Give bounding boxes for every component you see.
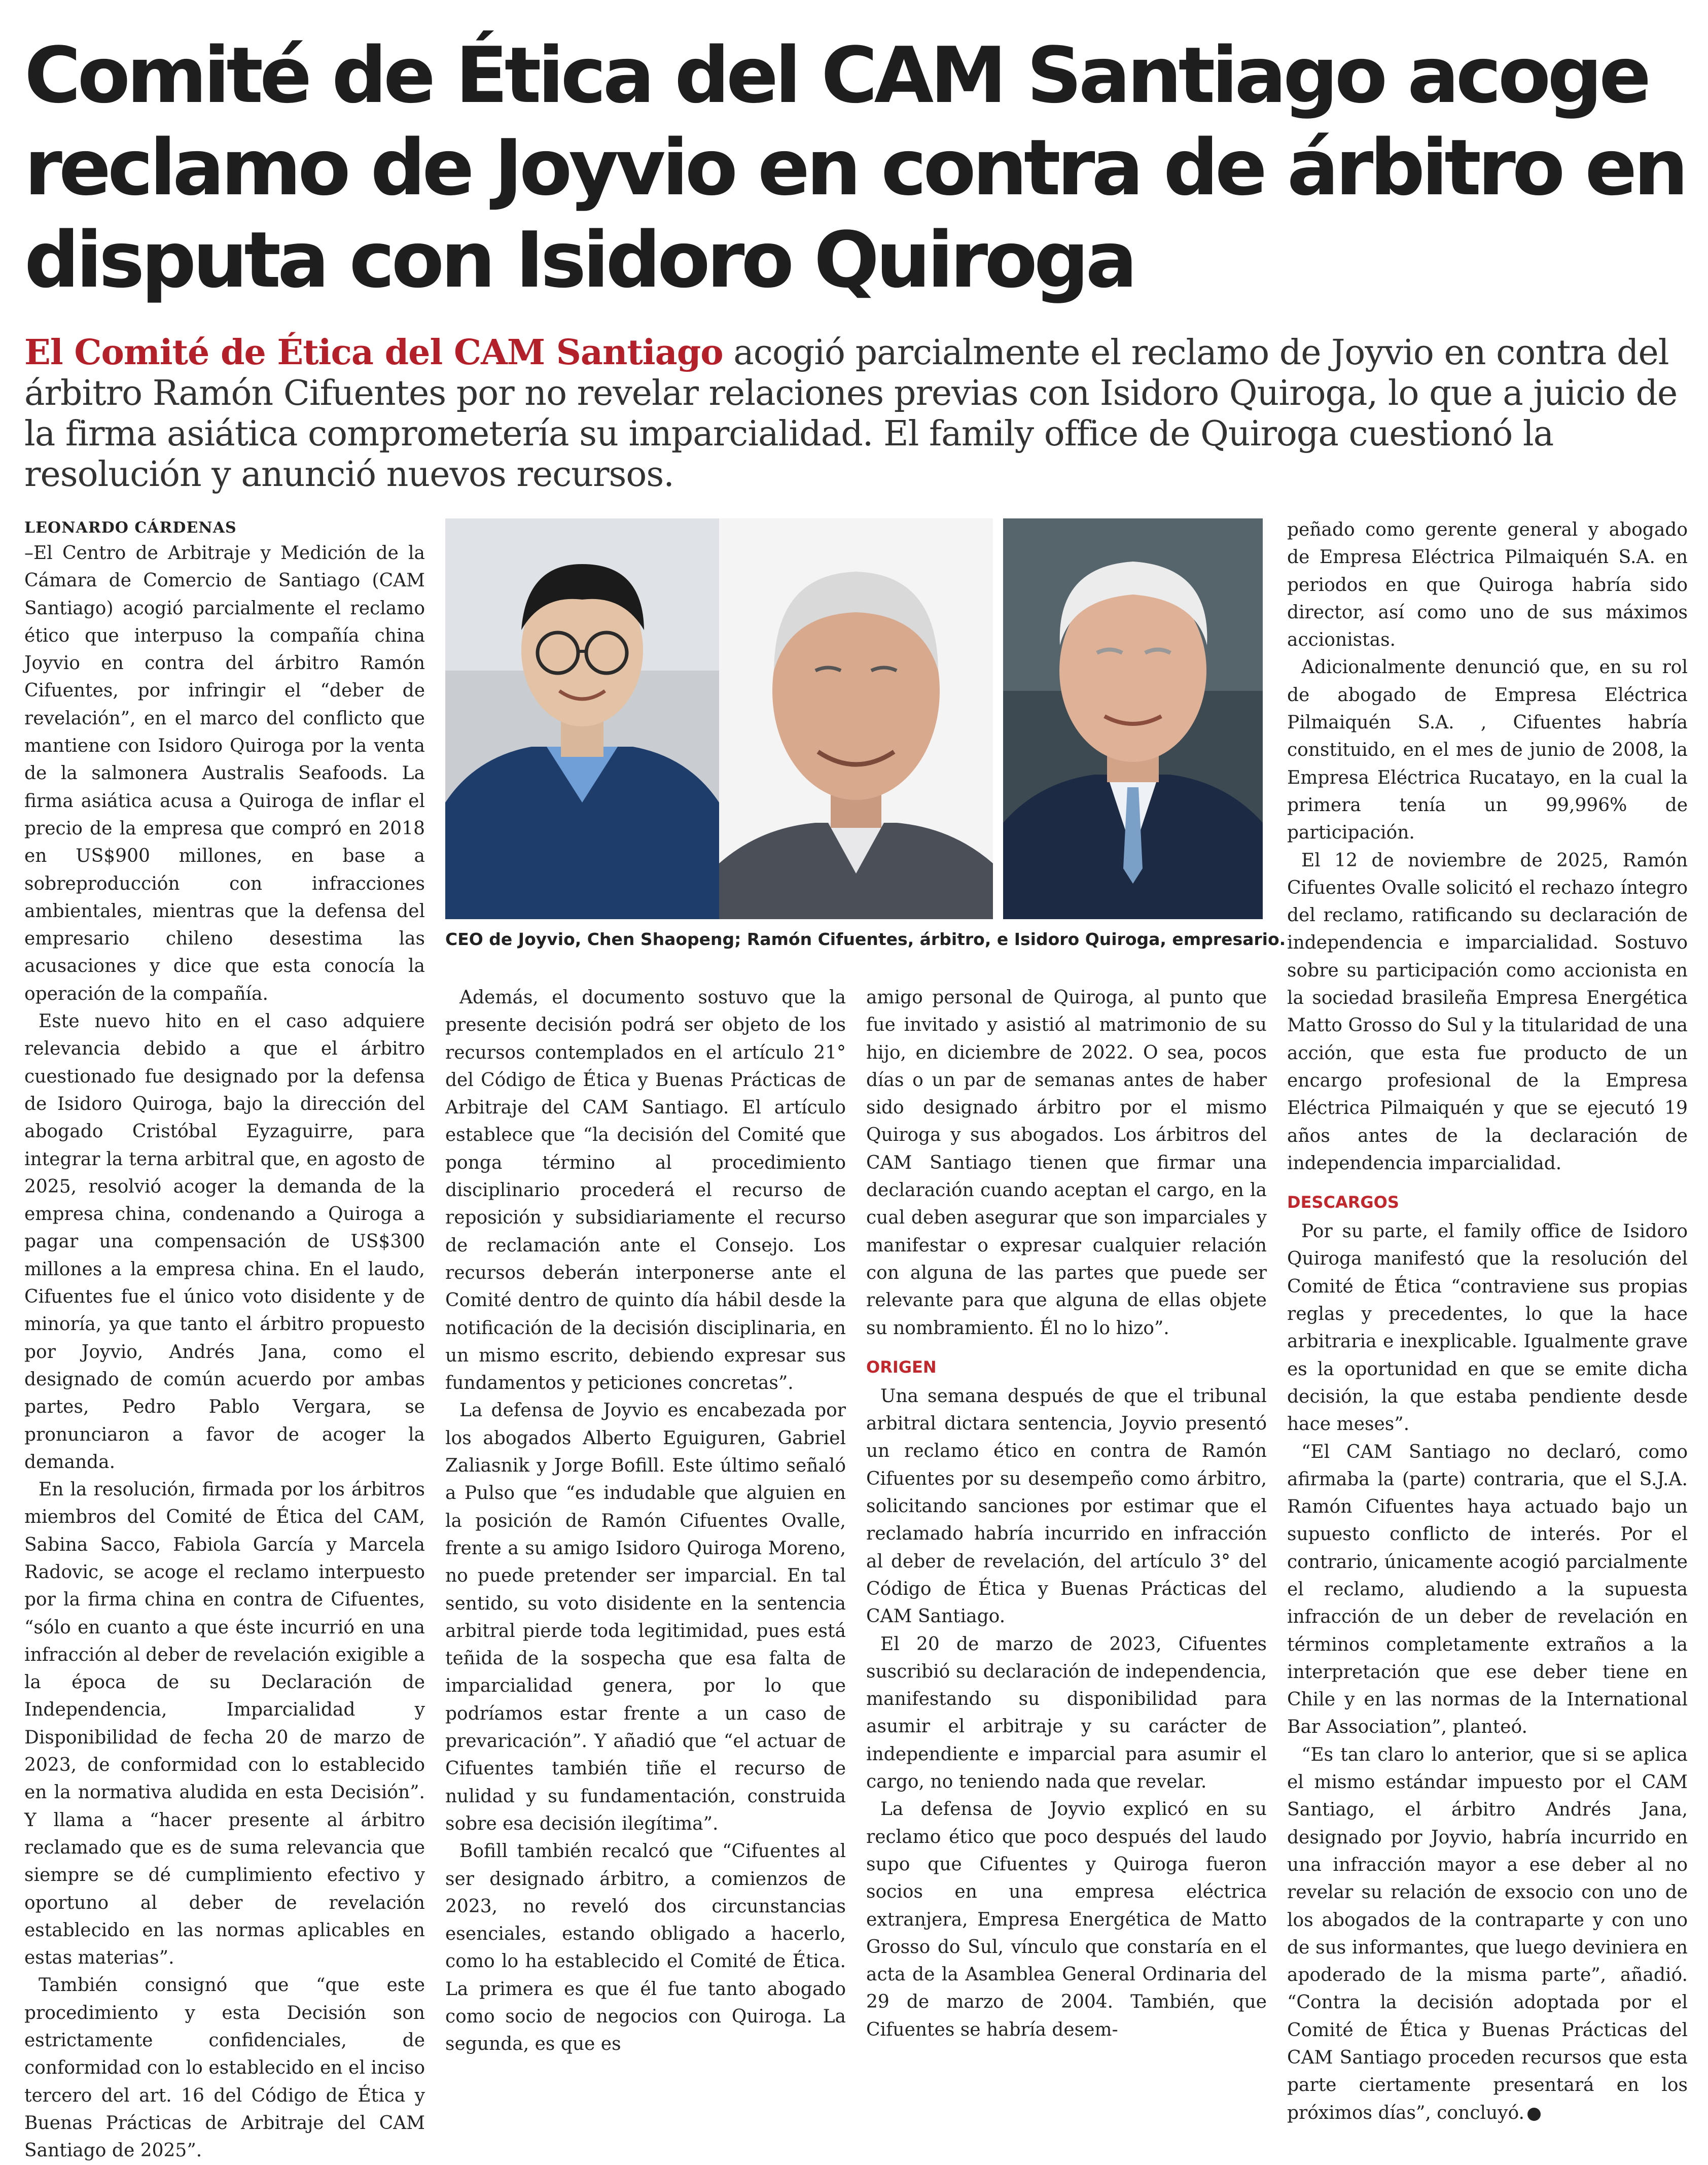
end-mark-icon: P xyxy=(1527,2108,1541,2121)
photo-ramon-cifuentes xyxy=(719,518,993,919)
byline: LEONARDO CÁRDENAS xyxy=(24,519,237,537)
body-paragraph: Bofill también recalcó que “Cifuentes al ser designado árbitro, a comienzos de 2023, no reveló dos circunstancias esenciales, estando obligado a hacerlo, como lo ha establecido el Comité de Ética. La primera es que él fue tanto abogado como socio de negocios con Quiroga. La segunda, es que es xyxy=(445,1841,846,2055)
headline xyxy=(24,29,1685,306)
lead-highlight: El Comité de Ética del CAM Santiago xyxy=(24,332,723,373)
body-paragraph: –El Centro de Arbitraje y Medición de la Cámara de Comercio de Santiago (CAM Santiago) acogió parcialmente el reclamo ético que interpuso la compañía china Joyvio en contra del árbitro Ramón Cifuentes, por infringir el “deber de revelación”, en el marco del conflicto que mantiene con Isidoro Quiroga por la venta de la salmonera Australis Seafoods. La firma asiática acusa a Quiroga de inflar el precio de la empresa que compró en 2018 en US$900 millones, en base a sobreproducción con infracciones ambientales, mientras que la defensa del empresario chileno desestima las acusaciones y dice que esta conocía la operación de la compañía. xyxy=(24,543,425,1004)
lead-paragraph xyxy=(24,332,1678,495)
body-paragraph: Una semana después de que el tribunal arbitral dictara sentencia, Joyvio presentó un reclamo ético en contra de Ramón Cifuentes por su desempeño como árbitro, solicitando sanciones por estimar que el reclamado habría incurrido en infracción al deber de revelación, del artículo 3° del Código de Ética y Buenas Prácticas del CAM Santiago. xyxy=(866,1385,1267,1627)
body-paragraph: peñado como gerente general y abogado de Empresa Eléctrica Pilmaiquén S.A. en periodos en que Quiroga habría sido director, así como uno de sus máximos accionistas. xyxy=(1287,519,1688,651)
photo-strip xyxy=(445,518,1263,919)
body-paragraph: La defensa de Joyvio es encabezada por los abogados Alberto Eguiguren, Gabriel Zaliasnik y Jorge Bofill. Este último señaló a Pulso que “es indudable que alguien en la posición de Ramón Cifuentes Ovalle, frente a su amigo Isidoro Quiroga Moreno, no puede pretender ser imparcial. En tal sentido, su voto disidente en la sentencia arbitral pierde toda legitimidad, pues está teñida de la sospecha que esa falta de imparcialidad genera, por lo que podríamos estar frente a un caso de prevaricación”. Y añadió que “el actuar de Cifuentes también tiñe el recurso de nulidad y su fundamentación, construida sobre esa decisión ilegítima”. xyxy=(445,1400,846,1834)
article-column-2 xyxy=(445,984,846,2058)
body-paragraph xyxy=(1287,1741,1688,2127)
article-column-3 xyxy=(866,984,1267,2044)
body-paragraph: amigo personal de Quiroga, al punto que fue invitado y asistió al matrimonio de su hijo, en diciembre de 2022. O sea, pocos días o un par de semanas antes de haber sido designado árbitro por el mismo Quiroga y sus abogados. Los árbitros del CAM Santiago tienen que firmar una declaración cuando aceptan el cargo, en la cual deben asegurar que son imparciales y manifestar o expresar cualquier relación con alguna de las partes que puede ser relevante para que alguna de ellas objete su nombramiento. Él no lo hizo”. xyxy=(866,987,1267,1339)
article-column-1 xyxy=(24,516,425,2165)
article-column-4 xyxy=(1287,516,1688,2127)
body-paragraph: La defensa de Joyvio explicó en su reclamo ético que poco después del laudo supo que Cifuentes y Quiroga fueron socios en una empresa eléctrica extranjera, Empresa Energética de Matto Grosso do Sul, vínculo que constaría en el acta de la Asamblea General Ordinaria del 29 de marzo de 2004. También, que Cifuentes se habría desem- xyxy=(866,1799,1267,2040)
subhead-origen: ORIGEN xyxy=(866,1357,937,1377)
body-paragraph: Por su parte, el family office de Isidoro Quiroga manifestó que la resolución del Comité de Ética “contraviene sus propias reglas y precedentes, lo que la hace arbitraria e inexplicable. Igualmente grave es la oportunidad en que se emite dicha decisión, la que estaba pendiente desde hace meses”. xyxy=(1287,1221,1688,1435)
headline-line-3: disputa con Isidoro Quiroga xyxy=(24,215,1134,305)
headline-line-2: reclamo de Joyvio en contra de árbitro en xyxy=(24,123,1685,213)
photo-chen-shaopeng xyxy=(445,518,719,919)
body-paragraph: También consignó que “que este procedimiento y esta Decisión son estrictamente confidenciales, de conformidad con lo establecido en el inciso tercero del art. 16 del Código de Ética y Buenas Prácticas de Arbitraje del CAM Santiago de 2025”. xyxy=(24,1975,425,2161)
body-paragraph: Además, el documento sostuvo que la presente decisión podrá ser objeto de los recursos contemplados en el artículo 21° del Código de Ética y Buenas Prácticas de Arbitraje del CAM Santiago. El artículo establece que “la decisión del Comité que ponga término al procedimiento disciplinario procederá el recurso de reposición y subsidiariamente el recurso de reclamación ante el Consejo. Los recursos deberán interponerse ante el Comité dentro de quinto día hábil desde la notificación de la decisión disciplinaria, en un mismo escrito, debiendo expresar sus fundamentos y peticiones concretas”. xyxy=(445,987,846,1394)
headline-line-1: Comité de Ética del CAM Santiago acoge xyxy=(24,30,1648,120)
body-paragraph: “El CAM Santiago no declaró, como afirmaba la (parte) contraria, que el S.J.A. Ramón Cifuentes haya actuado bajo un supuesto conflicto de interés. Por el contrario, únicamente acogió parcialmente el reclamo, aludiendo a la supuesta infracción de un deber de revelación en términos completamente extraños a la interpretación que ese deber tiene en Chile y en las normas de la International Bar Association”, planteó. xyxy=(1287,1441,1688,1738)
body-paragraph: El 12 de noviembre de 2025, Ramón Cifuentes Ovalle solicitó el rechazo íntegro del reclamo, ratificando su declaración de independencia e imparcialidad. Sostuvo sobre su participación como accionista en la sociedad brasileña Empresa Energética Matto Grosso do Sul y la titularidad de una acción, que esta fue producto de un encargo profesional de la Empresa Eléctrica Pilmaiquén y que se ejecutó 19 años antes de la declaración de independencia imparcialidad. xyxy=(1287,850,1688,1174)
body-paragraph: El 20 de marzo de 2023, Cifuentes suscribió su declaración de independencia, manifestando su disponibilidad para asumir el arbitraje y su carácter de independiente e imparcial para asumir el cargo, no teniendo nada que revelar. xyxy=(866,1633,1267,1793)
subhead-descargos: DESCARGOS xyxy=(1287,1193,1399,1212)
body-paragraph: En la resolución, firmada por los árbitros miembros del Comité de Ética del CAM, Sabina Sacco, Fabiola García y Marcela Radovic, se acoge el reclamo interpuesto por la firma china en contra de Cifuentes, “sólo en cuanto a que éste incurrió en una infracción al deber de revelación exigible a la época de su Declaración de Independencia, Imparcialidad y Disponibilidad de fecha 20 de marzo de 2023, de conformidad con lo establecido en la normativa aludida en esta Decisión”. Y llama a “hacer presente al árbitro reclamado que es de suma relevancia que siempre se dé cumplimiento efectivo y oportuno al deber de revelación establecido en las normas aplicables en estas materias”. xyxy=(24,1479,425,1969)
lead-text: acogió parcialmente el reclamo de Joyvio en contra del árbitro Ramón Cifuentes por no revelar relaciones previas con Isidoro Quiroga, lo que a juicio de la firma asiática comprometería su imparcialidad. El family office de Quiroga cuestionó la resolución y anunció nuevos recursos. xyxy=(24,333,1678,495)
closing-text: “Es tan claro lo anterior, que si se aplica el mismo estándar impuesto por el CAM Santiago, el árbitro Andrés Jana, designado por Joyvio, habría incurrido en una infracción mayor a ese deber al no revelar su relación de exsocio con uno de los abogados de la contraparte y con uno de sus informantes, que luego deviniera en apoderado de la misma parte”, añadió. “Contra la decisión adoptada por el Comité de Ética y Buenas Prácticas del CAM Santiago proceden recursos que esta parte ciertamente presentará en los próximos días”, concluyó. xyxy=(1287,1744,1688,2123)
body-paragraph: Adicionalmente denunció que, en su rol de abogado de Empresa Eléctrica Pilmaiquén S.A. , Cifuentes habría constituido, en el mes de junio de 2008, la Empresa Eléctrica Rucatayo, en la cual la primera tenía un 99,996% de participación. xyxy=(1287,657,1688,844)
photo-isidoro-quiroga xyxy=(1003,518,1263,919)
photo-caption: CEO de Joyvio, Chen Shaopeng; Ramón Cifuentes, árbitro, e Isidoro Quiroga, empresario. xyxy=(445,929,1286,949)
body-paragraph: Este nuevo hito en el caso adquiere relevancia debido a que el árbitro cuestionado fue designado por la defensa de Isidoro Quiroga, bajo la dirección del abogado Cristóbal Eyzaguirre, para integrar la terna arbitral que, en agosto de 2025, resolvió acoger la demanda de la empresa china, condenando a Quiroga a pagar una compensación de US$300 millones a la empresa china. En el laudo, Cifuentes fue el único voto disidente y de minoría, ya que tanto el árbitro propuesto por Joyvio, Andrés Jana, como el designado de común acuerdo por ambas partes, Pedro Pablo Vergara, se pronunciaron a favor de acoger la demanda. xyxy=(24,1011,425,1473)
